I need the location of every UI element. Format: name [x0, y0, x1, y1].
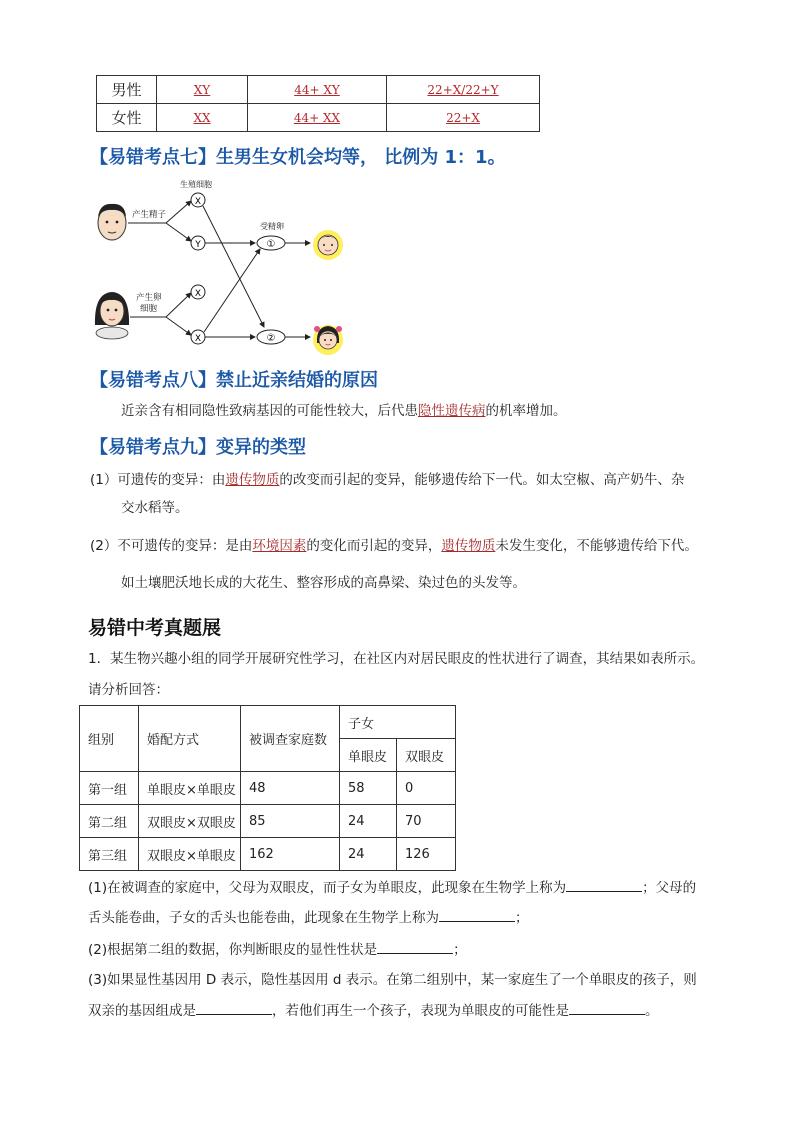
- table-row: [97, 76, 540, 104]
- sex-determination-diagram: [88, 175, 358, 365]
- zygote-label: 受精卵: [260, 222, 284, 231]
- point8-text: [121, 401, 567, 421]
- father-produce-label: 产生精子: [132, 210, 167, 220]
- table-cell: XY: [193, 82, 211, 97]
- row-label: 女性: [97, 104, 157, 132]
- survey-table: [79, 705, 456, 871]
- exam-section-title: 易错中考真题展: [88, 617, 222, 639]
- cell-families: 162: [241, 838, 340, 871]
- point8-keyword: 隐性遗传病: [418, 403, 486, 419]
- cell-single: 58: [340, 772, 397, 805]
- table-header-row: [80, 706, 456, 739]
- subquestion-1-text-a: (1)在被调查的家庭中，父母为双眼皮，而子女为单眼皮，此现象在生物学上称为: [88, 880, 567, 896]
- point9-item2-keyword2: 遗传物质: [441, 538, 496, 554]
- father-face-icon: [98, 204, 126, 240]
- header-double: 双眼皮: [397, 739, 456, 772]
- cell-families: 48: [241, 772, 340, 805]
- answer-blank[interactable]: [377, 939, 453, 954]
- sperm-y-label: Y: [195, 240, 201, 250]
- point9-item2-keyword1: 环境因素: [252, 538, 307, 554]
- header-group: 组别: [80, 706, 139, 772]
- egg-x-label-1: X: [194, 289, 202, 299]
- subquestion-1-text-b: ；父母的: [642, 880, 697, 896]
- point9-item1-a: (1）可遗传的变异：由: [90, 472, 226, 488]
- subquestion-3-text-c: ，若他们再生一个孩子，表现为单眼皮的可能性是: [272, 1003, 569, 1019]
- subquestion-2-text-b: ；: [453, 942, 467, 958]
- point9-item1-c: 交水稻等。: [121, 500, 189, 516]
- cell-mating: 双眼皮×双眼皮: [139, 805, 241, 838]
- chromosome-table: [96, 75, 540, 132]
- point9-item2-a: (2）不可遗传的变异：是由: [90, 538, 253, 554]
- cell-group: 第二组: [80, 805, 139, 838]
- egg-x-label-2: X: [194, 334, 202, 344]
- table-row: [80, 805, 456, 838]
- answer-blank[interactable]: [196, 1000, 272, 1015]
- subquestion-1-line-2: [88, 907, 529, 928]
- boy-face-icon: [313, 230, 343, 260]
- point9-item1-keyword: 遗传物质: [225, 472, 280, 488]
- point9-item2-b: 的变化而引起的变异，: [306, 538, 442, 554]
- question-1-line-1: 1．某生物兴趣小组的同学开展研究性学习，在社区内对居民眼皮的性状进行了调查，其结果如表所示。: [88, 651, 705, 667]
- mother-face-icon: [95, 292, 129, 339]
- cell-double: 70: [397, 805, 456, 838]
- header-mating: 婚配方式: [139, 706, 241, 772]
- table-cell: 44+ XX: [293, 110, 341, 125]
- point9-item1-b: 的改变而引起的变异，能够遗传给下一代。如太空椒、高产奶牛、杂: [279, 472, 685, 488]
- cell-mating: 双眼皮×单眼皮: [139, 838, 241, 871]
- answer-blank[interactable]: [566, 877, 642, 892]
- cell-single: 24: [340, 838, 397, 871]
- cell-single: 24: [340, 805, 397, 838]
- subquestion-1-text-d: ；: [515, 910, 529, 926]
- zygote-1-label: ①: [266, 239, 276, 250]
- subquestion-3-line-2: [88, 1000, 659, 1021]
- cell-group: 第一组: [80, 772, 139, 805]
- sperm-x-label: X: [194, 197, 202, 207]
- point8-text-a: 近亲含有相同隐性致病基因的可能性较大，后代患: [121, 403, 418, 419]
- header-families: 被调查家庭数: [241, 706, 340, 772]
- girl-face-icon: [313, 325, 343, 355]
- table-row: [80, 772, 456, 805]
- answer-blank[interactable]: [569, 1000, 645, 1015]
- table-cell: 44+ XY: [294, 82, 340, 97]
- zygote-2-label: ②: [266, 333, 276, 344]
- cell-double: 126: [397, 838, 456, 871]
- header-single: 单眼皮: [340, 739, 397, 772]
- header-children: 子女: [340, 706, 456, 739]
- subquestion-1-line-1: [88, 877, 696, 898]
- subquestion-3-text-d: 。: [645, 1003, 659, 1019]
- germ-cell-label: 生殖细胞: [180, 180, 212, 189]
- question-1-line-2: 请分析回答：: [88, 682, 169, 698]
- table-row: [97, 104, 540, 132]
- point9-item2-c: 未发生变化，不能够遗传给下代。: [495, 538, 698, 554]
- point9-heading: 【易错考点九】变异的类型: [90, 437, 306, 458]
- table-cell: 22+X: [446, 110, 480, 125]
- point9-item1: [90, 470, 684, 490]
- mother-produce-label-1: 产生卵: [136, 293, 162, 303]
- point9-item2: [90, 536, 698, 556]
- answer-blank[interactable]: [439, 907, 515, 922]
- table-cell: 22+X/22+Y: [427, 82, 499, 97]
- subquestion-2-text-a: (2)根据第二组的数据，你判断眼皮的显性性状是: [88, 942, 378, 958]
- subquestion-3-text-b: 双亲的基因组成是: [88, 1003, 196, 1019]
- cell-group: 第三组: [80, 838, 139, 871]
- point7-heading: 【易错考点七】生男生女机会均等， 比例为 1：1。: [90, 147, 506, 168]
- subquestion-3-line-1: (3)如果显性基因用 D 表示，隐性基因用 d 表示。在第二组别中，某一家庭生了一个单眼皮的孩子，则: [88, 972, 697, 988]
- row-label: 男性: [97, 76, 157, 104]
- cell-families: 85: [241, 805, 340, 838]
- cell-double: 0: [397, 772, 456, 805]
- point9-item2-d: 如土壤肥沃地长成的大花生、整容形成的高鼻梁、染过色的头发等。: [121, 575, 526, 591]
- point8-text-b: 的机率增加。: [485, 403, 567, 419]
- subquestion-1-text-c: 舌头能卷曲，子女的舌头也能卷曲，此现象在生物学上称为: [88, 910, 439, 926]
- mother-produce-label-2: 细胞: [140, 304, 158, 314]
- cell-mating: 单眼皮×单眼皮: [139, 772, 241, 805]
- table-cell: XX: [193, 110, 211, 125]
- table-row: [80, 838, 456, 871]
- point8-heading: 【易错考点八】禁止近亲结婚的原因: [90, 370, 378, 391]
- subquestion-2: [88, 939, 467, 960]
